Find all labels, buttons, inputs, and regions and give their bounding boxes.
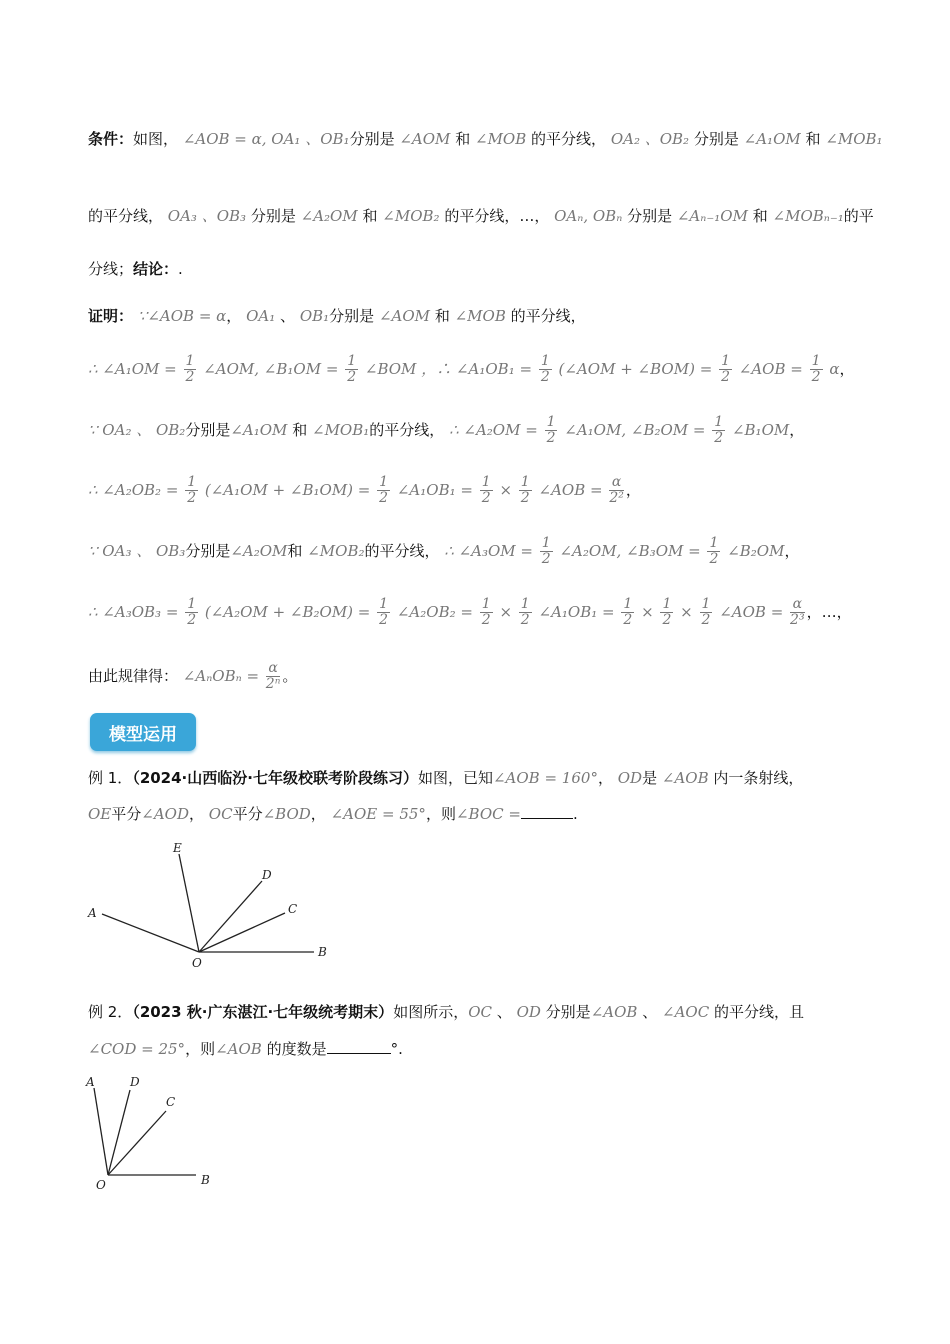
fraction: $\frac{1}{2}$ xyxy=(481,596,491,628)
math-expr: ∠MOBₙ₋₁ xyxy=(772,207,844,225)
condition-line-1: 条件：如图， ∠AOB = α, OA₁ 、OB₁分别是 ∠AOM 和 ∠MOB 的平分线， OA₂ 、OB₂ 分别是 ∠A₁OM 和 ∠MOB₁ xyxy=(88,130,883,148)
ray-OA xyxy=(102,914,199,952)
label-C: C xyxy=(288,902,298,916)
ray-OE xyxy=(179,854,199,952)
proof-label: 证明： xyxy=(88,307,134,325)
proof-line-5: ∴ ∠A₃OB₃ = $\frac{1}{2}$ (∠A₂OM + ∠B₂OM) = $\frac{1}{2}$ ∠A₂OB₂ = $\frac{1}{2}$ × $\frac{1}{2}$ ∠A₁OB₁ = $\frac{1}{2}$ × $\frac{1}{2}$ × $\frac{1}{2}$ ∠AOB = $\frac{\alpha}{\text{2³}}$ ，…， xyxy=(88,596,852,628)
fraction: $\frac{1}{2}$ xyxy=(546,414,556,446)
ray-OA xyxy=(94,1088,108,1175)
label-B: B xyxy=(201,1173,210,1187)
math-expr: OA₁ xyxy=(246,307,276,325)
math-expr: ∠MOB₂ xyxy=(382,207,440,225)
proof-line-1: ∴ ∠A₁OM = $\frac{1}{2}$ ∠AOM, ∠B₁OM = $\frac{1}{2}$ ∠BOM ，∴ ∠A₁OB₁ = $\frac{1}{2}$ (∠AOM + ∠BOM) = $\frac{1}{2}$ ∠AOB = $\frac{1}{2}$ α， xyxy=(88,353,855,385)
fraction: $\frac{\alpha}{\text{2ⁿ}}$ xyxy=(265,660,281,692)
fraction: $\frac{1}{2}$ xyxy=(185,353,195,385)
math-expr: OB₁ xyxy=(299,307,330,325)
fraction: $\frac{\alpha}{\text{2²}}$ xyxy=(609,474,624,506)
fraction: $\frac{1}{2}$ xyxy=(540,353,550,385)
example-1-label: 例 1． xyxy=(88,769,133,787)
fraction: $\frac{1}{2}$ xyxy=(347,353,357,385)
ray-OC xyxy=(199,913,285,952)
fraction: $\frac{1}{2}$ xyxy=(379,596,389,628)
proof-line-4: ∵ OA₃ 、 OB₃分别是∠A₂OM和 ∠MOB₂的平分线， ∴ ∠A₃OM = $\frac{1}{2}$ ∠A₂OM, ∠B₃OM = $\frac{1}{2}$ ∠B₂OM， xyxy=(88,535,800,567)
math-expr: OA₃ 、OB₃ xyxy=(167,207,247,225)
math-expr: ∠A₁OM xyxy=(743,130,801,148)
condition-line-2: 的平分线， OA₃ 、OB₃ 分别是 ∠A₂OM 和 ∠MOB₂ 的平分线，…， OAₙ, OBₙ 分别是 ∠Aₙ₋₁OM 和 ∠MOBₙ₋₁的平 xyxy=(88,207,874,225)
math-expr: ∠AOM xyxy=(378,307,431,325)
fraction: $\frac{1}{2}$ xyxy=(520,474,530,506)
example-2-label: 例 2． xyxy=(88,1003,133,1021)
fraction: $\frac{1}{2}$ xyxy=(721,353,730,385)
section-badge: 模型运用 xyxy=(90,713,196,751)
math-expr: ∵∠AOB = α xyxy=(137,307,227,325)
fraction: $\frac{1}{2}$ xyxy=(623,596,633,628)
label-E: E xyxy=(173,841,182,855)
label-O: O xyxy=(96,1178,106,1192)
math-expr: ∠MOB xyxy=(475,130,527,148)
figure-2 xyxy=(80,1070,230,1195)
condition-line-3: 分线；结论：. xyxy=(88,260,183,278)
fraction: $\frac{1}{2}$ xyxy=(811,353,821,385)
fraction: $\frac{\alpha}{\text{2³}}$ xyxy=(790,596,805,628)
conclusion-label: 结论： xyxy=(133,260,179,278)
fraction: $\frac{1}{2}$ xyxy=(662,596,672,628)
answer-blank[interactable] xyxy=(521,804,573,819)
condition-label: 条件： xyxy=(88,130,134,148)
math-expr: ∠MOB xyxy=(454,307,506,325)
figure-1 xyxy=(80,835,350,970)
proof-line-2: ∵ OA₂ 、 OB₂分别是∠A₁OM 和 ∠MOB₁的平分线， ∴ ∠A₂OM = $\frac{1}{2}$ ∠A₁OM, ∠B₂OM = $\frac{1}{2}$ ∠B₁OM， xyxy=(88,414,805,446)
fraction: $\frac{1}{2}$ xyxy=(541,535,551,567)
fraction: $\frac{1}{2}$ xyxy=(701,596,711,628)
fraction: $\frac{1}{2}$ xyxy=(187,596,197,628)
example-1-line-2: OE平分∠AOD， OC平分∠BOD， ∠AOE = 55°，则∠BOC = . xyxy=(88,805,578,823)
label-B: B xyxy=(318,945,327,959)
math-expr: ∠Aₙ₋₁OM xyxy=(676,207,748,225)
label-C: C xyxy=(166,1095,176,1109)
example-2-line-2: ∠COD = 25°，则∠AOB 的度数是 °. xyxy=(88,1040,403,1058)
answer-blank[interactable] xyxy=(327,1039,391,1054)
example-1-line-1: 例 1．（2024·山西临汾·七年级校联考阶段练习）如图，已知∠AOB = 160°， OD是 ∠AOB 内一条射线， xyxy=(88,769,804,787)
fraction: $\frac{1}{2}$ xyxy=(187,474,197,506)
math-expr: ∠AOM xyxy=(399,130,451,148)
example-2-source: （2023 秋·广东湛江·七年级统考期末） xyxy=(132,1003,394,1021)
fraction: $\frac{1}{2}$ xyxy=(379,474,389,506)
ray-OD xyxy=(199,881,262,952)
example-1-source: （2024·山西临汾·七年级校联考阶段练习） xyxy=(132,769,418,787)
label-D: D xyxy=(262,868,272,882)
math-expr: ∠MOB₁ xyxy=(825,130,883,148)
rule-line: 由此规律得： ∠AₙOBₙ = $\frac{\alpha}{\text{2ⁿ}}$ 。 xyxy=(88,660,298,692)
label-A: A xyxy=(88,906,97,920)
proof-line-0: 证明： ∵∠AOB = α， OA₁ 、 OB₁分别是 ∠AOM 和 ∠MOB 的平分线， xyxy=(88,307,586,325)
fraction: $\frac{1}{2}$ xyxy=(520,596,530,628)
label-O: O xyxy=(192,956,202,970)
math-expr: OAₙ, OBₙ xyxy=(554,207,623,225)
label-D: D xyxy=(130,1075,140,1089)
math-expr: ∠AOB = α, OA₁ 、OB₁ xyxy=(182,130,350,148)
fraction: $\frac{1}{2}$ xyxy=(714,414,724,446)
label-A: A xyxy=(86,1075,95,1089)
fraction: $\frac{1}{2}$ xyxy=(481,474,491,506)
math-expr: ∠A₂OM xyxy=(300,207,358,225)
fraction: $\frac{1}{2}$ xyxy=(709,535,719,567)
proof-line-3: ∴ ∠A₂OB₂ = $\frac{1}{2}$ (∠A₁OM + ∠B₁OM) = $\frac{1}{2}$ ∠A₁OB₁ = $\frac{1}{2}$ × $\frac{1}{2}$ ∠AOB = $\frac{\alpha}{\text{2²}}$ ， xyxy=(88,474,641,506)
math-expr: OA₂ 、OB₂ xyxy=(610,130,690,148)
example-2-line-1: 例 2．（2023 秋·广东湛江·七年级统考期末）如图所示，OC 、 OD 分别是∠AOB 、 ∠AOC 的平分线，且 xyxy=(88,1003,804,1021)
